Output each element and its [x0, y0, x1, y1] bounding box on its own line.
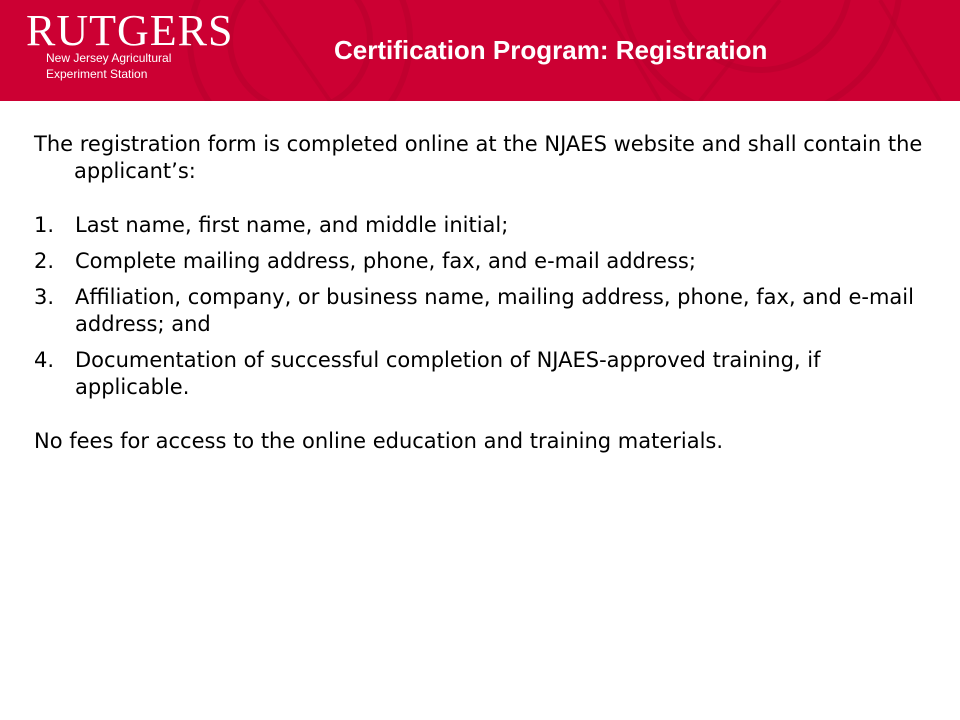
list-item-number: 4. [34, 348, 55, 372]
page-title: Certification Program: Registration [334, 35, 768, 65]
list-item-text: Documentation of successful completion of NJAES-approved training, if applicable. [75, 348, 821, 399]
logo-wordmark: RUTGERS [26, 6, 234, 55]
list-item-number: 3. [34, 285, 55, 309]
header-banner [0, 0, 960, 101]
list-item [34, 347, 924, 401]
intro-text: The registration form is completed online at the NJAES website and shall contain the applicant’s: [34, 132, 923, 183]
slide-body [34, 131, 924, 455]
list-item [34, 212, 924, 239]
list-item-number: 2. [34, 249, 55, 273]
list-item-text: Complete mailing address, phone, fax, and e-mail address; [75, 249, 696, 273]
logo-subtitle-line1: New Jersey Agricultural [46, 51, 172, 65]
list-item-text: Affiliation, company, or business name, mailing address, phone, fax, and e-mail address; and [75, 285, 914, 336]
list-item [34, 248, 924, 275]
rutgers-logo [26, 8, 233, 54]
list-item-number: 1. [34, 213, 55, 237]
list-item-text: Last name, first name, and middle initial; [75, 213, 509, 237]
logo-subtitle-line2: Experiment Station [46, 67, 148, 81]
requirements-list [34, 212, 924, 401]
logo-subtitle [46, 50, 246, 82]
list-item [34, 284, 924, 338]
fees-note: No fees for access to the online education and training materials. [34, 429, 724, 453]
